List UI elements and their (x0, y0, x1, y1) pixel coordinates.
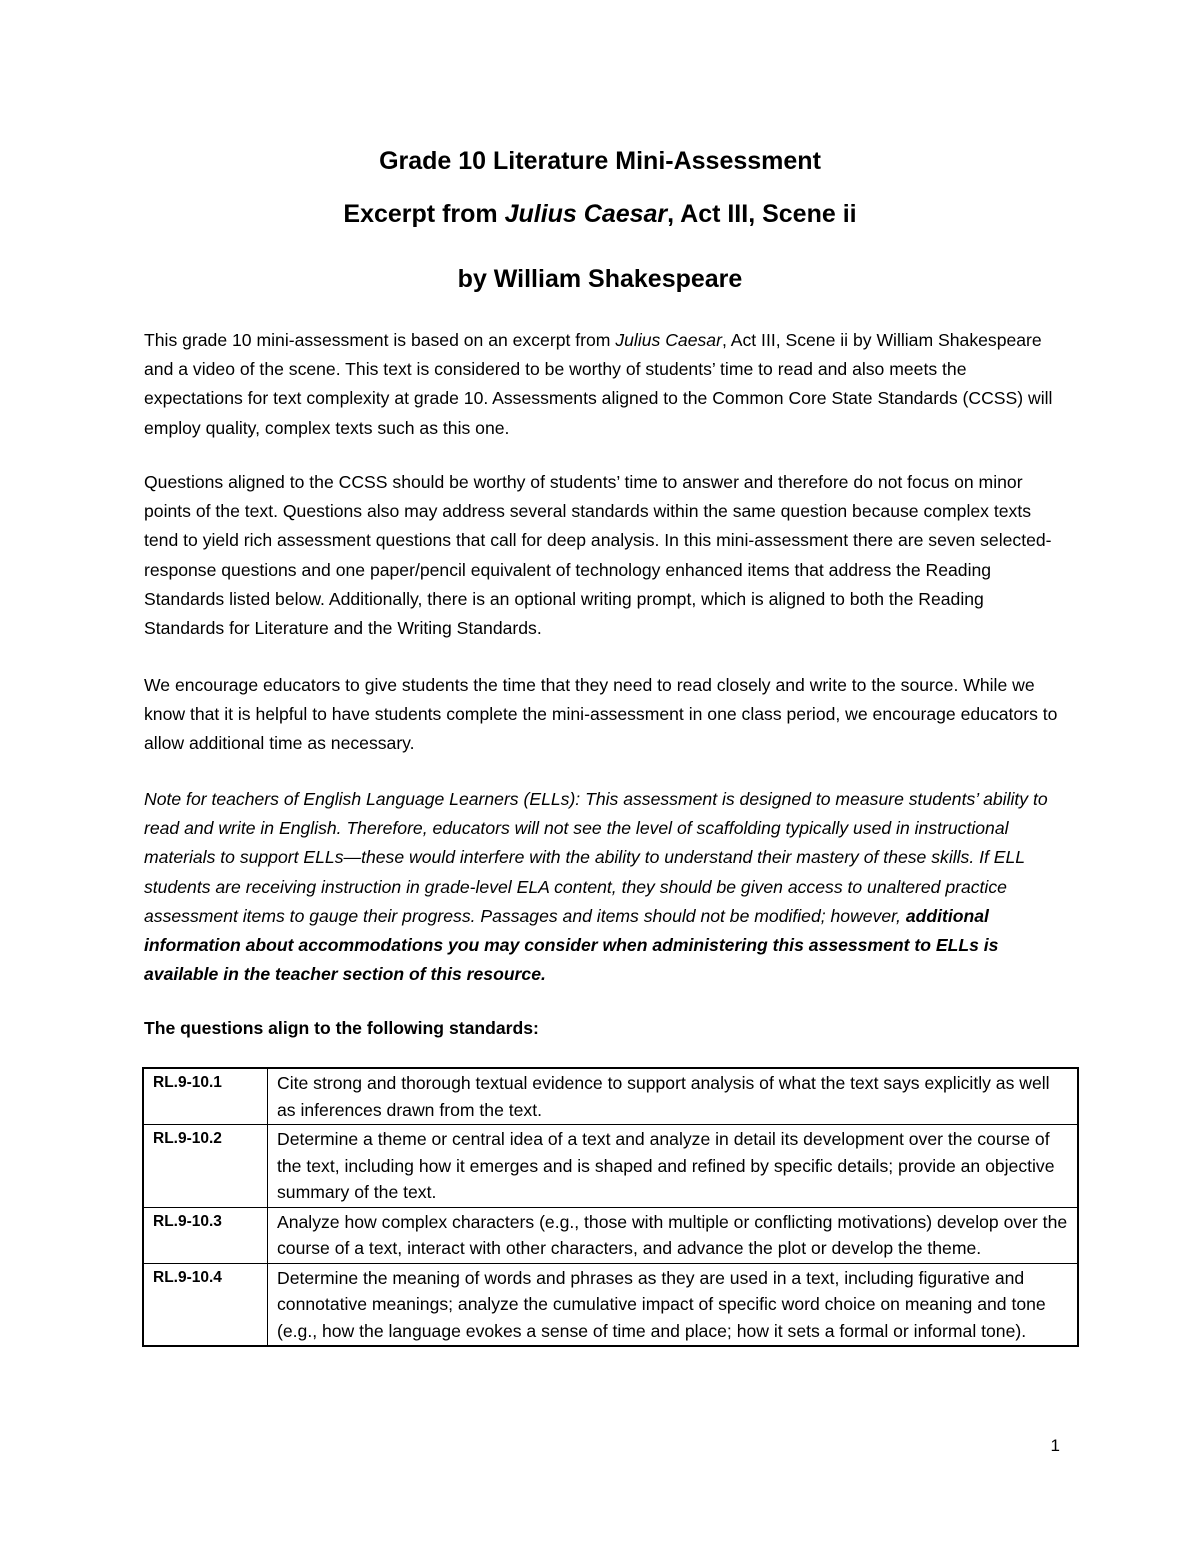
ell-note-paragraph (144, 785, 1060, 989)
standard-code: RL.9-10.3 (143, 1207, 268, 1263)
table-row (143, 1263, 1078, 1346)
table-row (143, 1068, 1078, 1125)
intro-p1-work-title: Julius Caesar (615, 330, 722, 350)
standard-description: Cite strong and thorough textual evidence to support analysis of what the text says explicitly as well as inferences drawn from the text. (268, 1068, 1079, 1125)
document-author (0, 264, 1200, 294)
subtitle-prefix: Excerpt from (343, 200, 505, 228)
ell-note-text: Note for teachers of English Language Learners (ELLs): This assessment is designed to measure students’ ability to read and write in English. Therefore, educators will not see the level of scaffolding typically used in instructional materials to support ELLs—these would interfere with the ability to understand their mastery of these skills. If ELL students are receiving instruction in grade-level ELA content, they should be given access to unaltered practice assessment items to gauge their progress. Passages and items should not be modified; however, (144, 789, 1048, 926)
intro-paragraph-3: We encourage educators to give students the time that they need to read closely and write to the source. While we know that it is helpful to have students complete the mini-assessment in one class period, we encourage educators to allow additional time as necessary. (144, 675, 1058, 754)
title-line-1: Grade 10 Literature Mini-Assessment (379, 147, 821, 175)
intro-paragraph-2: Questions aligned to the CCSS should be worthy of students’ time to answer and therefore do not focus on minor points of the text. Questions also may address several standards within the same question because complex texts tend to yield rich assessment questions that call for deep analysis. In this mini-assessment there are seven selected-response questions and one paper/pencil equivalent of technology enhanced items that address the Reading Standards listed below. Additionally, there is an optional writing prompt, which is aligned to both the Reading Standards for Literature and the Writing Standards. (144, 472, 1052, 639)
intro-paragraph-1 (144, 326, 1060, 443)
table-row (143, 1207, 1078, 1263)
document-title (0, 146, 1200, 176)
table-row (143, 1125, 1078, 1208)
standard-code: RL.9-10.1 (143, 1068, 268, 1125)
author-line: by William Shakespeare (457, 265, 743, 293)
intro-p1-text-a: This grade 10 mini-assessment is based on an excerpt from (144, 330, 616, 350)
standards-table (142, 1067, 1079, 1347)
standard-code: RL.9-10.4 (143, 1263, 268, 1346)
intro-p1-text-b: , Act III, Scene ii by William Shakespeare and a video of the scene. This text is considered to be worthy of students’ time to read and also meets the expectations for text complexity at grade 10. Assessments aligned to the Common Core State Standards (CCSS) will employ quality, complex texts such as this one. (144, 330, 1053, 438)
standard-code: RL.9-10.2 (143, 1125, 268, 1208)
standard-description: Determine the meaning of words and phrases as they are used in a text, including figurative and connotative meanings; analyze the cumulative impact of specific word choice on meaning and tone (e.g., how the language evokes a sense of time and place; how it sets a formal or informal tone). (268, 1263, 1079, 1346)
subtitle-work-title: Julius Caesar (504, 200, 668, 228)
subtitle-suffix: , Act III, Scene ii (667, 200, 857, 228)
ell-note-bold-text: additional information about accommodations you may consider when administering this assessment to ELLs is available in the teacher section of this resource. (144, 905, 999, 985)
standard-description: Analyze how complex characters (e.g., those with multiple or conflicting motivations) develop over the course of a text, interact with other characters, and advance the plot or develop the theme. (268, 1207, 1079, 1263)
page-number: 1 (1050, 1436, 1060, 1455)
document-subtitle (0, 199, 1200, 229)
standards-heading: The questions align to the following standards: (144, 1018, 539, 1038)
standard-description: Determine a theme or central idea of a text and analyze in detail its development over the course of the text, including how it emerges and is shaped and refined by specific details; provide an objective summary of the text. (268, 1125, 1079, 1208)
